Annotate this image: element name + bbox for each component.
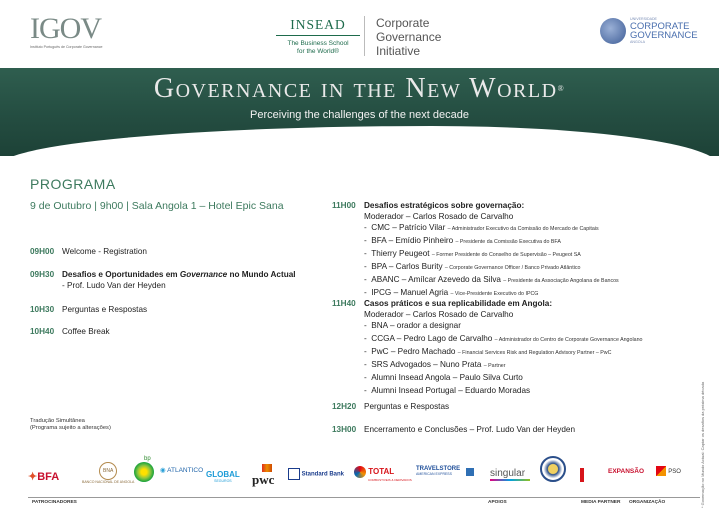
event-subtitle: Perceiving the challenges of the next decade [250,109,469,121]
amex-logo-icon [466,468,474,476]
agenda-block: 11H00 Desafios estratégicos sobre governação: Moderador – Carlos Rosado de Carvalho - CMC – Patrício Vilar – Administrador Executivo da Comissão do Mercado de Capitais - BFA – Emídio Pinheiro – Presidente da Comissão Executiva do BFA - Thierry Peugeot – Former Presidente do Conselho de Supervisão – Peugeot SA - BPA – Carlos Burity – Corporate Governance Officer / Banco Privado Atlântico - ABANC – Amílcar Azevedo da Silva – Presidente da Associação Angolana de Bancos - IPCG – Manuel Agria – Vice-Presidente Executivo do IPCG [332,201,619,297]
apoio-seal-icon [540,456,566,482]
agenda-block: 11H40 Casos práticos e sua replicabilidade em Angola: Moderador – Carlos Rosado de Carvalho - BNA – orador a designar - CCGA – Pedro Lago de Carvalho – Administrador do Centro de Corporate Governance Angolano - PwC – Pedro Machado – Financial Services Risk and Regulation Advisory Partner – PwC - SRS Advogados – Nuno Prata – Partner - Alumni Insead Angola – Paulo Silva Curto - Alumni Insead Portugal – Eduardo Moradas [332,299,643,395]
date-venue: 9 de Outubro | 9h00 | Sala Angola 1 – Hotel Epic Sana [30,200,284,212]
global-seguros-logo: GLOBAL SEGUROS [206,470,240,483]
header-divider [364,16,365,56]
label-media-partner: MEDIA PARTNER [581,500,621,505]
insead-logo: INSEAD The Business School for the World® [276,18,360,56]
agenda-item: 12H20 Perguntas e Respostas [332,402,450,411]
cgi-logo: Corporate Governance Initiative [376,16,442,58]
expansao-logo: EXPANSÃO [608,468,644,475]
label-patrocinadores: PATROCINADORES [32,500,77,505]
agenda-item: 09H00 Welcome - Registration [30,247,147,256]
footer-rule [28,497,700,498]
agenda-item: 10H30 Perguntas e Respostas [30,305,148,314]
singular-logo: singular [490,468,530,481]
vertical-note: * Governação no Mundo Actual: Captar os desafios da próxima década [700,381,705,508]
agenda-item: 10H40 Coffee Break [30,327,110,336]
standard-bank-logo: Standard Bank [288,468,344,480]
translation-note: Tradução Simultânea (Programa sujeito a alterações) [30,418,111,431]
ucg-badge-icon [600,18,626,44]
atlantico-logo: ◉ ATLANTICO [160,467,204,474]
pwc-logo: pwc [252,466,274,488]
apoio-bar-icon [580,468,584,482]
igov-logo: IGOV Instituto Português de Corporate Governance [30,12,103,49]
agenda-item: 09H30 Desafios e Oportunidades em Governance no Mundo Actual - Prof. Ludo Van der Heyden [30,270,296,290]
event-title: Governance in the New World® [153,73,566,104]
label-apoios: APOIOS [488,500,507,505]
travelstore-logo: TRAVELSTORE AMERICAN EXPRESS [416,466,461,476]
bp-logo: bp [134,456,154,482]
programa-heading: PROGRAMA [30,176,116,192]
pso-logo: PSO [656,466,681,476]
total-logo: TOTAL COMBUSTIVEIS & DERIVADOS [354,466,412,482]
label-organizacao: ORGANIZAÇÃO [629,500,666,505]
bfa-logo: ✦BFA [28,471,60,483]
bna-logo: BNA BANCO NACIONAL DE ANGOLA [82,462,134,484]
agenda-item: 13H00 Encerramento e Conclusões – Prof. Ludo Van der Heyden [332,425,576,434]
band-swoosh [0,126,719,166]
sponsor-logos [24,454,704,494]
